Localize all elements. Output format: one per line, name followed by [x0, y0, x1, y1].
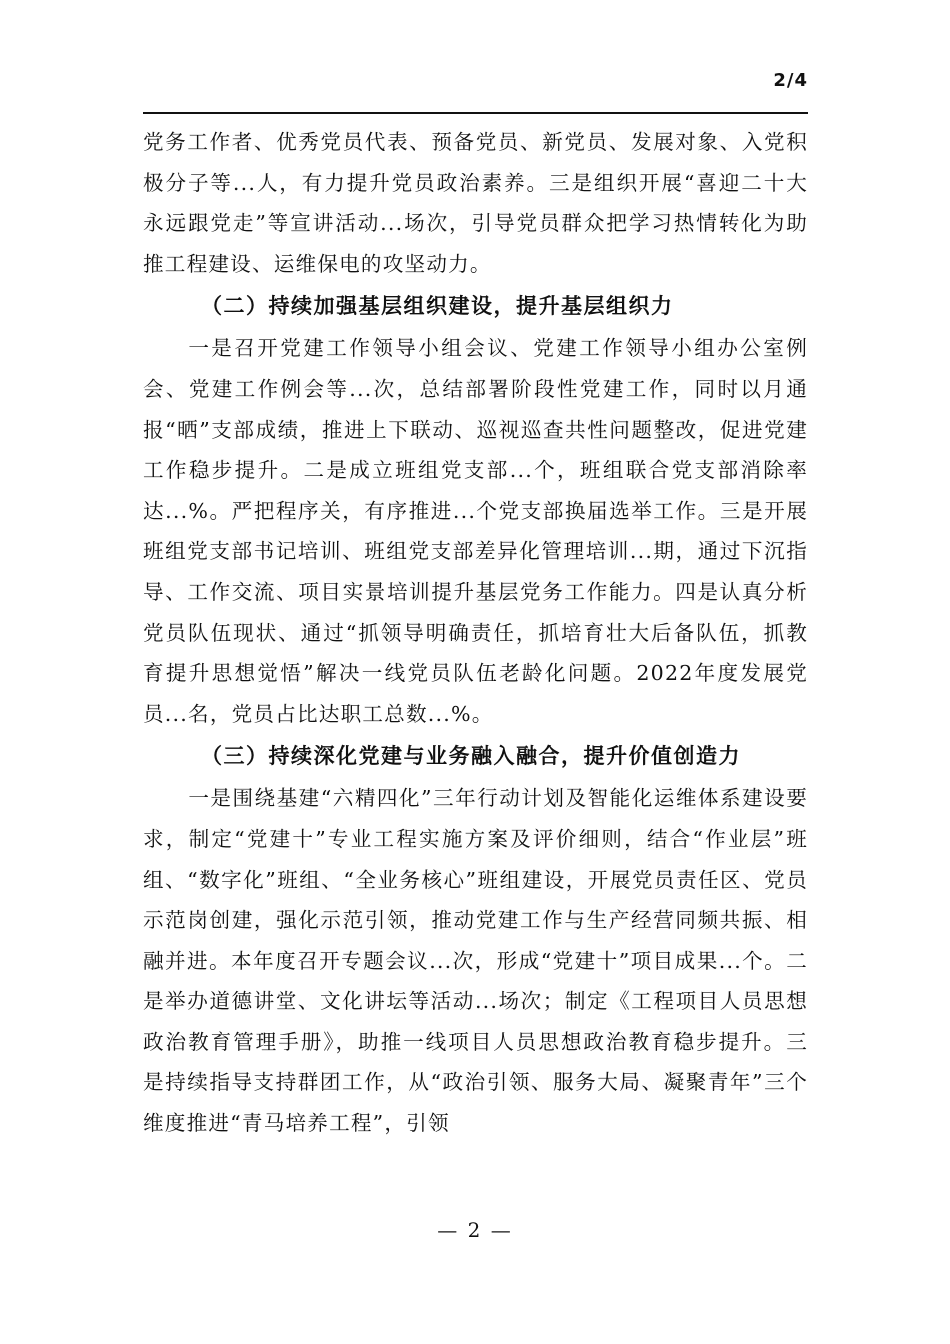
section-heading-3: （三）持续深化党建与业务融入融合，提升价值创造力 — [201, 744, 741, 769]
page-number: — 2 — — [437, 1218, 513, 1242]
header-rule — [143, 112, 808, 114]
paragraph-2: 一是召开党建工作领导小组会议、党建工作领导小组办公室例会、党建工作例会等...次，总结部署阶段性党建工作，同时以月通报“晒”支部成绩，推进上下联动、巡视巡查共性问题整改，促进党建工作稳步提升。二是成立班组党支部...个，班组联合党支部消除率达...%。严把程序关，有序推进...个党支部换届选举工作。三是开展班组党支部书记培训、班组党支部差异化管理培训...期，通过下沉指导、工作交流、项目实景培训提升基层党务工作能力。四是认真分析党员队伍现状、通过“抓领导明确责任，抓培育壮大后备队伍，抓教育提升思想觉悟”解决一线党员队伍老龄化问题。2022年度发展党员...名，党员占比达职工总数...%。 — [143, 336, 808, 726]
section-heading-2: （二）持续加强基层组织建设，提升基层组织力 — [201, 294, 674, 319]
paragraph-1: 党务工作者、优秀党员代表、预备党员、新党员、发展对象、入党积极分子等...人，有力提升党员政治素养。三是组织开展“喜迎二十大永远跟党走”等宣讲活动...场次，引导党员群众把学习热情转化为助推工程建设、运维保电的攻坚动力。 — [143, 130, 808, 276]
page-counter: 2/4 — [773, 70, 808, 91]
document-body — [143, 122, 808, 1144]
paragraph-3: 一是围绕基建“六精四化”三年行动计划及智能化运维体系建设要求，制定“党建十”专业工程实施方案及评价细则，结合“作业层”班组、“数字化”班组、“全业务核心”班组建设，开展党员责任区、党员示范岗创建，强化示范引领，推动党建工作与生产经营同频共振、相融并进。本年度召开专题会议...次，形成“党建十”项目成果...个。二是举办道德讲堂、文化讲坛等活动...场次；制定《工程项目人员思想政治教育管理手册》，助推一线项目人员思想政治教育稳步提升。三是持续指导支持群团工作，从“政治引领、服务大局、凝聚青年”三个维度推进“青马培养工程”，引领 — [143, 786, 808, 1136]
